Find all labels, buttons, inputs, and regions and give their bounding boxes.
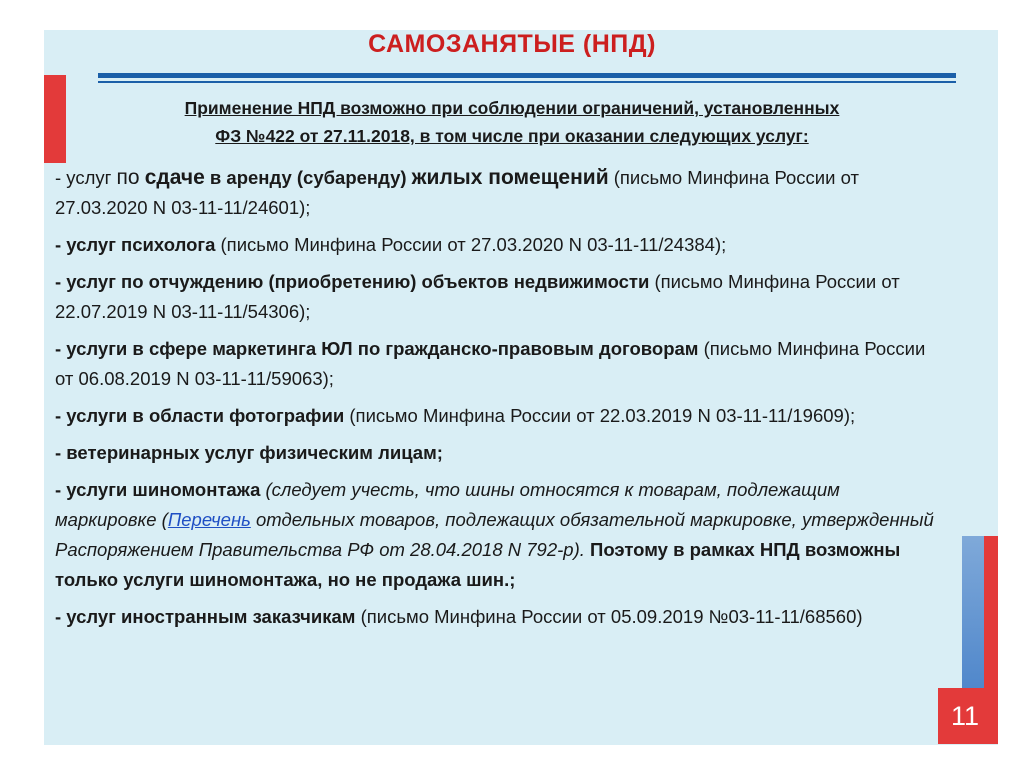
- intro-line-2: ФЗ №422 от 27.11.2018, в том числе при оказании следующих услуг:: [215, 126, 809, 146]
- slide-title: САМОЗАНЯТЫЕ (НПД): [368, 30, 656, 58]
- intro-paragraph: [68, 94, 956, 150]
- title-underline-thin: [98, 81, 956, 83]
- list-item-real-estate: [55, 267, 935, 327]
- intro-line-1: Применение НПД возможно при соблюдении ограничений, установленных: [184, 98, 840, 118]
- list-item-tire-fitting: [55, 475, 935, 595]
- list-item-photography: [55, 401, 935, 431]
- page-number: 11: [938, 688, 992, 744]
- item-word-po: по: [116, 166, 140, 189]
- list-item-foreign-customers: [55, 602, 935, 632]
- services-list: [55, 163, 935, 639]
- item-note-part-1: (следует учесть, что шины относятся к товарам, подлежащим маркировке (: [55, 479, 840, 530]
- list-item-veterinary: [55, 438, 935, 468]
- item-title: - услуги в области фотографии: [55, 405, 345, 426]
- item-title: - ветеринарных услуг физическим лицам;: [55, 442, 443, 463]
- item-conclusion: Поэтому в рамках НПД возможны только услуги шиномонтажа, но не продажа шин.;: [55, 539, 901, 590]
- list-item-marketing: [55, 334, 935, 394]
- item-title: - услуг по отчуждению (приобретению) объектов недвижимости: [55, 271, 650, 292]
- perechen-link[interactable]: Перечень: [167, 509, 251, 530]
- item-reference: (письмо Минфина России от 06.08.2019 N 03-11-11/59063);: [55, 338, 926, 389]
- item-title: - услуги в сфере маркетинга ЮЛ по гражданско-правовым договорам: [55, 338, 699, 359]
- item-mid: в аренду (субаренду): [204, 167, 412, 188]
- item-title: - услуг психолога: [55, 234, 216, 255]
- item-title: - услуг иностранным заказчикам: [55, 606, 356, 627]
- item-reference: (письмо Минфина России от 22.07.2019 N 03-11-11/54306);: [55, 271, 900, 322]
- item-title: - услуги шиномонтажа: [55, 479, 261, 500]
- item-reference: (письмо Минфина России от 05.09.2019 №03-11-11/68560): [355, 606, 863, 627]
- item-word-sdache: сдаче: [144, 166, 205, 189]
- title-underline-thick: [98, 73, 956, 78]
- item-prefix: - услуг: [55, 167, 117, 188]
- list-item-psychologist: [55, 230, 935, 260]
- item-reference: (письмо Минфина России от 27.03.2020 N 03-11-11/24384);: [215, 234, 727, 255]
- list-item-rental: [55, 163, 935, 223]
- item-reference: (письмо Минфина России от 27.03.2020 N 03-11-11/24601);: [55, 167, 859, 218]
- item-word-zhilyh: жилых помещений: [411, 166, 609, 189]
- left-red-accent-bar: [44, 75, 66, 163]
- item-reference: (письмо Минфина России от 22.03.2019 N 03-11-11/19609);: [344, 405, 856, 426]
- item-note-part-2: отдельных товаров, подлежащих обязательной маркировке, утвержденный Распоряжением Правительства РФ от 28.04.2018 N 792-р).: [55, 509, 934, 560]
